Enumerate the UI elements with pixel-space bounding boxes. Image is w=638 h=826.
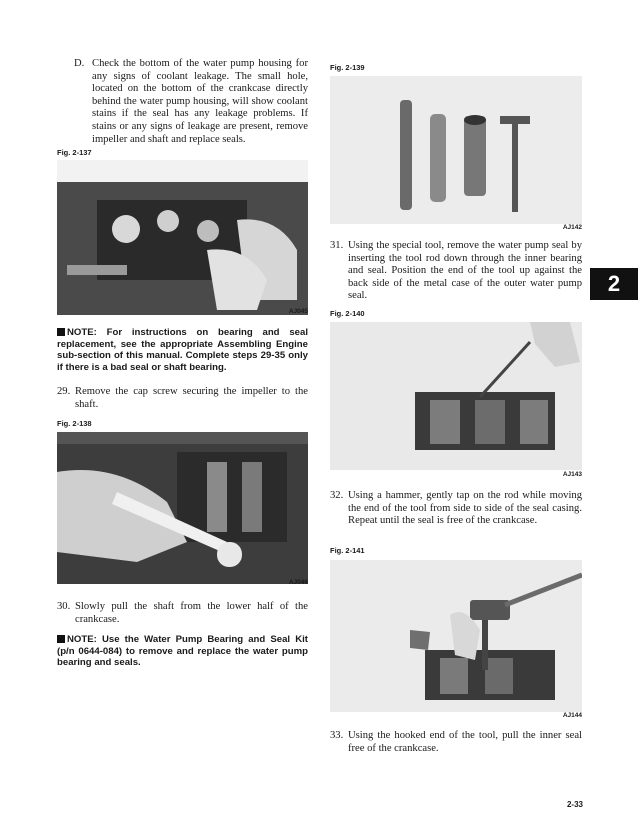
figure-code: AJ045: [288, 308, 308, 315]
step-text: Remove the cap screw securing the impeller to the shaft.: [75, 386, 308, 410]
page-number: 2-33: [566, 800, 583, 809]
step-label: D.: [74, 58, 85, 69]
note-square-icon: [57, 328, 65, 336]
step-33: [330, 730, 582, 756]
step-text: Using the special tool, remove the water pump seal by inserting the tool rod down through the inner bearing and seal. Position the end of the tool up against the back side of the metal case of the outer water pump seal.: [348, 240, 582, 302]
step-number: 31.: [330, 240, 344, 251]
step-d: [74, 58, 308, 145]
step-text: Using a hammer, gently tap on the rod while moving the end of the tool from side to side of the seal casing. Repeat until the seal is free of the crankcase.: [348, 490, 582, 527]
figure-image-impeller-removal: [57, 432, 308, 584]
figure-image-special-tool: [330, 76, 582, 224]
section-tab: 2: [590, 268, 638, 300]
step-text: Check the bottom of the water pump housing for any signs of coolant leakage. The small hole, located on the bottom of the crankcase directly behind the water pump housing, will show coolant stains if the seal has any leakage problems. If stains or any signs of leakage are present, remove impeller and shaft and replace seals.: [92, 58, 308, 145]
note-box: [57, 327, 308, 373]
note-square-icon: [57, 635, 65, 643]
step-31: [330, 240, 582, 302]
step-29: [57, 386, 308, 412]
figure-label: Fig. 2-141: [330, 546, 365, 555]
step-text: Slowly pull the shaft from the lower half of the crankcase.: [75, 601, 308, 625]
figure-label: Fig. 2-137: [57, 148, 92, 157]
figure-code: AJ046: [288, 579, 308, 586]
step-number: 33.: [330, 730, 344, 741]
figure-image-hammer-tap: [330, 560, 582, 712]
step-number: 29.: [57, 386, 71, 397]
figure-label: Fig. 2-138: [57, 419, 92, 428]
step-text: Using the hooked end of the tool, pull the inner seal free of the crankcase.: [348, 730, 582, 754]
figure-image-engine-housing: [57, 160, 308, 315]
figure-code: AJ142: [562, 224, 582, 231]
note-box: [57, 634, 308, 669]
note-text: NOTE: Use the Water Pump Bearing and Seal Kit (p/n 0644-084) to remove and replace the water pump bearing and seals.: [57, 634, 308, 669]
step-number: 32.: [330, 490, 344, 501]
note-text: NOTE: For instructions on bearing and seal replacement, see the appropriate Assembling Engine sub-section of this manual. Complete steps 29-35 only if there is a bad seal or shaft bearing.: [57, 327, 308, 373]
figure-label: Fig. 2-139: [330, 63, 365, 72]
figure-label: Fig. 2-140: [330, 309, 365, 318]
step-30: [57, 601, 308, 627]
figure-code: AJ143: [562, 471, 582, 478]
step-32: [330, 490, 582, 540]
figure-code: AJ144: [562, 712, 582, 719]
step-number: 30.: [57, 601, 71, 612]
figure-image-tool-inserted: [330, 322, 582, 470]
